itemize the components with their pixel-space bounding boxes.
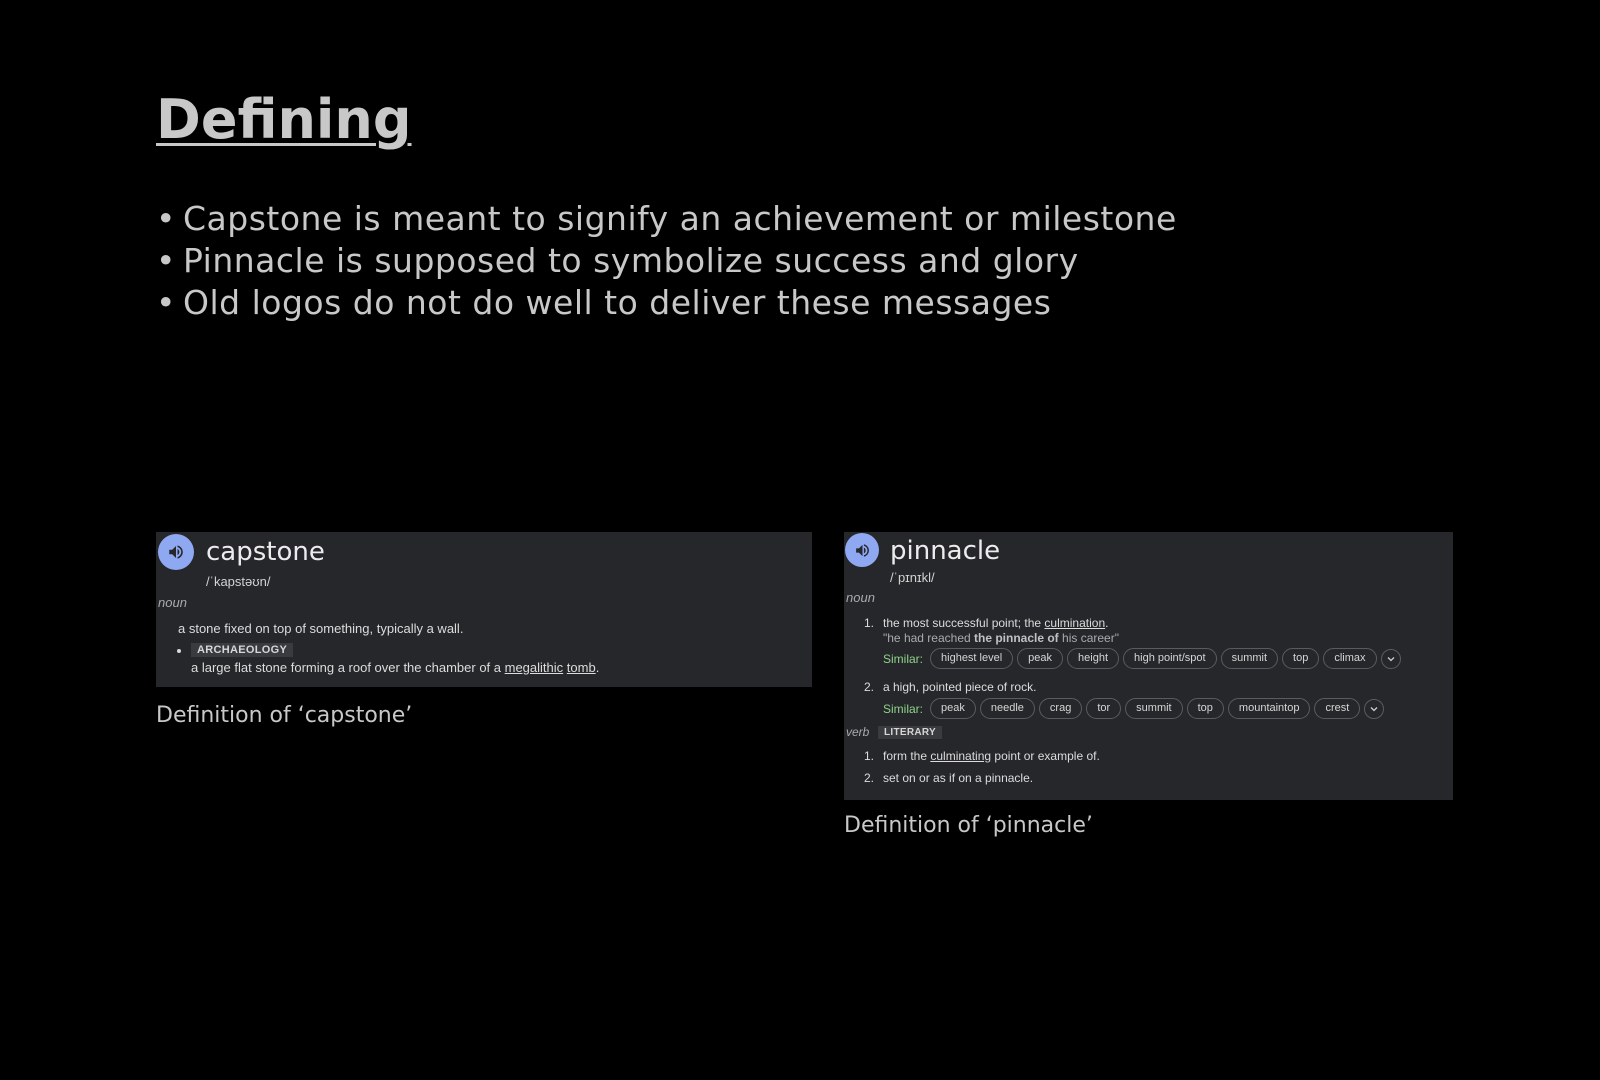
similar-chip[interactable]: needle	[980, 698, 1035, 719]
definition-number: 2.	[864, 771, 875, 785]
tomb-link[interactable]: tomb	[566, 660, 596, 675]
chevron-down-icon[interactable]	[1364, 699, 1384, 719]
bullet-item: • Capstone is meant to signify an achievement or milestone	[156, 198, 1177, 240]
definition-text: a high, pointed piece of rock.	[883, 680, 1037, 694]
definition-number: 1.	[864, 616, 875, 630]
similar-chip[interactable]: top	[1187, 698, 1224, 719]
similar-chip[interactable]: peak	[1017, 648, 1063, 669]
capstone-caption: Definition of ‘capstone’	[156, 703, 413, 728]
similar-chip[interactable]: mountaintop	[1228, 698, 1311, 719]
definition-number: 1.	[864, 749, 875, 763]
pinnacle-definition-card	[844, 532, 1453, 800]
definition-text: a large flat stone forming a roof over the chamber of a megalithic tomb.	[191, 660, 600, 675]
similar-chip[interactable]: climax	[1323, 648, 1376, 669]
similar-label: Similar:	[883, 701, 924, 716]
pinnacle-caption: Definition of ‘pinnacle’	[844, 813, 1093, 838]
slide-title: Defining	[156, 88, 412, 151]
bullet-item: • Pinnacle is supposed to symbolize success and glory	[156, 240, 1177, 282]
definition-text: a stone fixed on top of something, typically a wall.	[178, 621, 464, 636]
similar-chip[interactable]: height	[1067, 648, 1119, 669]
definition-number: 2.	[864, 680, 875, 694]
headword: pinnacle	[890, 536, 1001, 566]
definition-text: set on or as if on a pinnacle.	[883, 771, 1034, 785]
speaker-icon[interactable]	[845, 533, 879, 567]
phonetic: /ˈpɪnɪkl/	[890, 570, 935, 585]
definition-text: form the culminating point or example of.	[883, 749, 1100, 763]
speaker-icon[interactable]	[158, 534, 194, 570]
bullet-item: • Old logos do not do well to deliver these messages	[156, 282, 1177, 324]
phonetic: /ˈkapstəʊn/	[206, 574, 271, 589]
part-of-speech: noun	[846, 590, 875, 605]
similar-chip[interactable]: summit	[1125, 698, 1182, 719]
similar-words-row	[883, 648, 1401, 669]
similar-label: Similar:	[883, 651, 924, 666]
definition-text: the most successful point; the culmination.	[883, 616, 1109, 630]
similar-chip[interactable]: high point/spot	[1123, 648, 1217, 669]
capstone-definition-card	[156, 532, 812, 687]
similar-chip[interactable]: tor	[1086, 698, 1121, 719]
usage-example: "he had reached the pinnacle of his career"	[883, 631, 1119, 645]
similar-chip[interactable]: crag	[1039, 698, 1082, 719]
headword: capstone	[206, 537, 325, 567]
similar-chip[interactable]: highest level	[930, 648, 1013, 669]
subject-tag: ARCHAEOLOGY	[191, 643, 293, 657]
culminating-link[interactable]: culminating	[930, 749, 992, 763]
register-tag: LITERARY	[878, 726, 942, 739]
part-of-speech: noun	[158, 595, 187, 610]
chevron-down-icon[interactable]	[1381, 649, 1401, 669]
similar-chip[interactable]: summit	[1221, 648, 1278, 669]
similar-words-row	[883, 698, 1384, 719]
similar-chip[interactable]: top	[1282, 648, 1319, 669]
part-of-speech: verb	[846, 725, 870, 739]
similar-chip[interactable]: crest	[1314, 698, 1360, 719]
bullet-dot	[177, 649, 181, 653]
similar-chip[interactable]: peak	[930, 698, 976, 719]
culmination-link[interactable]: culmination	[1044, 616, 1106, 630]
megalithic-link[interactable]: megalithic	[504, 660, 564, 675]
bullet-list	[156, 198, 1177, 324]
